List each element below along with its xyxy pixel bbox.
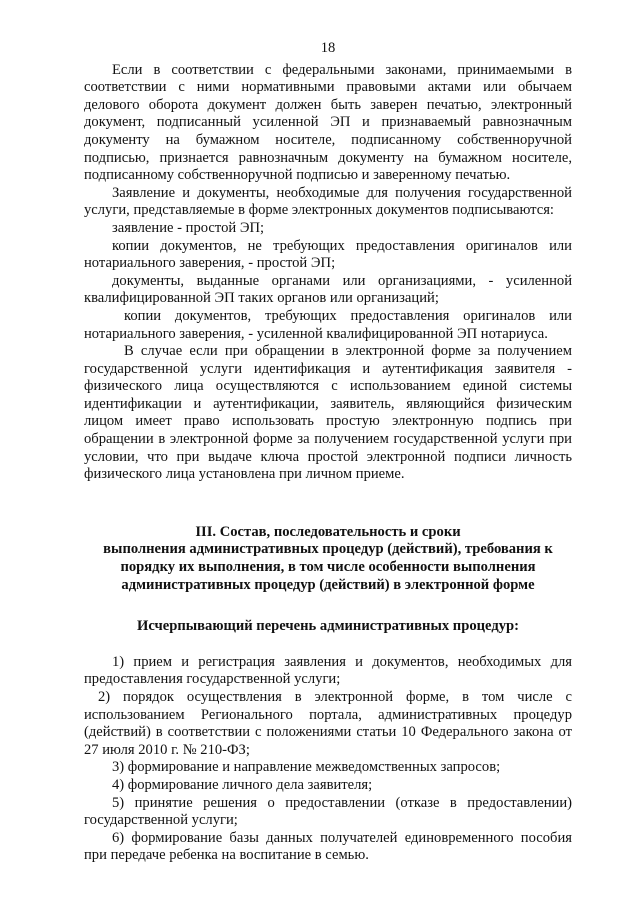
paragraph-copies-simple: копии документов, не требующих предоставления оригиналов или нотариального заверения, - простой ЭП; [84, 237, 572, 272]
section-heading-line: порядку их выполнения, в том числе особенности выполнения [120, 559, 536, 576]
list-item: 2) порядок осуществления в электронной форме, в том числе с использованием Регионального портала, административных процедур (действий) в соответствии с положениями статьи 10 Федерального закона от 27 июля 2010 г. № 210-ФЗ; [84, 689, 572, 758]
paragraph-signing-intro: Заявление и документы, необходимые для получения государственной услуги, представляемые в форме электронных документов подписываются: [84, 184, 572, 219]
list-item: 6) формирование базы данных получателей единовременного пособия при передаче ребенка на воспитание в семью. [84, 829, 572, 864]
list-item: 5) принятие решения о предоставлении (отказе в предоставлении) государственной услуги; [84, 794, 572, 829]
section-heading-line: III. Состав, последовательность и сроки [195, 523, 461, 540]
paragraph-issued-documents: документы, выданные органами или организациями, - усиленной квалифицированной ЭП таких органов или организаций; [84, 272, 572, 307]
paragraph-application-signature: заявление - простой ЭП; [112, 219, 265, 236]
paragraph-seal-equivalence: Если в соответствии с федеральными законами, принимаемыми в соответствии с ними нормативными правовыми актами или обычаем делового оборота документ должен быть заверен печатью, электронный документ, подписанный усиленной ЭП и признаваемый равнозначным документу на бумажном носителе, подписанному собственноручной подписью, признается равнозначным документу на бумажном носителе, подписанному собственноручной подписью и заверенному печатью. [84, 61, 572, 184]
paragraph-esia-identification: В случае если при обращении в электронной форме за получением государственной услуги идентификация и аутентификация заявителя - физического лица осуществляются с использованием единой системы идентификации и аутентификации, заявитель, являющийся физическим лицом имеет право использовать простую электронную подпись при обращении в электронной форме за получением государственной услуги при условии, что при выдаче ключа простой электронной подписи личность физического лица установлена при личном приеме. [84, 343, 572, 483]
list-heading: Исчерпывающий перечень административных процедур: [137, 618, 519, 635]
section-heading-line: выполнения административных процедур (действий), требования к [103, 541, 553, 558]
section-heading-line: административных процедур (действий) в электронной форме [121, 576, 535, 593]
list-item: 3) формирование и направление межведомственных запросов; [112, 759, 501, 776]
procedures-list [84, 654, 572, 865]
list-item: 1) прием и регистрация заявления и документов, необходимых для предоставления государственной услуги; [84, 653, 572, 688]
section-heading [84, 524, 572, 594]
paragraph-copies-notary: копии документов, требующих предоставления оригиналов или нотариального заверения, - усиленной квалифицированной ЭП нотариуса. [84, 307, 572, 342]
page-number: 18 [320, 40, 336, 56]
list-item: 4) формирование личного дела заявителя; [112, 776, 373, 793]
